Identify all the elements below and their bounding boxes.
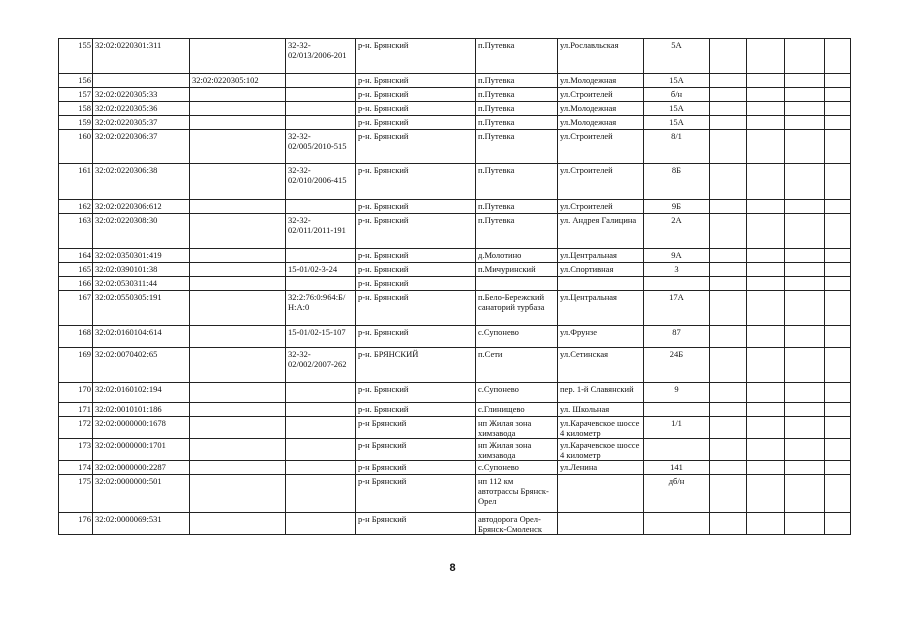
cell-empty (785, 461, 825, 475)
cell-locality: с.Супонево (476, 326, 558, 348)
table-row (59, 102, 851, 116)
cell-empty (710, 200, 747, 214)
cell-cadastral-number: 32:02:0390101:38 (93, 263, 190, 277)
cell-locality: нп 112 км автотрассы Брянск-Орел (476, 475, 558, 513)
cell-row-number: 173 (59, 439, 93, 461)
cell-empty (747, 513, 785, 535)
cell-cadastral-number: 32:02:0000000:2287 (93, 461, 190, 475)
cell-district: р-н. Брянский (356, 403, 476, 417)
cell-cadastral-number-2 (190, 102, 286, 116)
cell-empty (785, 291, 825, 326)
cell-registration-number (286, 200, 356, 214)
cell-registration-number (286, 88, 356, 102)
cell-empty (785, 116, 825, 130)
cell-registration-number: 32-32-02/010/2006-415 (286, 164, 356, 200)
cell-row-number: 159 (59, 116, 93, 130)
cell-empty (785, 88, 825, 102)
cell-district: р-н Брянский (356, 417, 476, 439)
cell-row-number: 171 (59, 403, 93, 417)
cell-cadastral-number-2 (190, 326, 286, 348)
cell-cadastral-number-2 (190, 417, 286, 439)
cell-row-number: 176 (59, 513, 93, 535)
table-row (59, 439, 851, 461)
cell-cadastral-number: 32:02:0220305:33 (93, 88, 190, 102)
cell-cadastral-number: 32:02:0000000:1701 (93, 439, 190, 461)
cell-district: р-н. Брянский (356, 214, 476, 249)
cell-street (558, 475, 644, 513)
cell-cadastral-number: 32:02:0160102:194 (93, 383, 190, 403)
cell-empty (825, 39, 851, 74)
cell-empty (747, 326, 785, 348)
cell-street (558, 277, 644, 291)
cell-empty (710, 475, 747, 513)
table-row (59, 461, 851, 475)
cell-empty (747, 383, 785, 403)
cell-empty (747, 116, 785, 130)
cell-cadastral-number: 32:02:0220306:612 (93, 200, 190, 214)
cell-empty (710, 249, 747, 263)
cell-street: ул. Андрея Галицина (558, 214, 644, 249)
cell-empty (747, 461, 785, 475)
cell-empty (785, 164, 825, 200)
cell-cadastral-number-2 (190, 383, 286, 403)
cell-row-number: 164 (59, 249, 93, 263)
cell-empty (785, 383, 825, 403)
cell-empty (825, 200, 851, 214)
cell-empty (747, 39, 785, 74)
cell-cadastral-number-2 (190, 130, 286, 164)
table-row (59, 74, 851, 88)
cell-district: р-н. Брянский (356, 164, 476, 200)
cell-street: ул.Молодежная (558, 102, 644, 116)
cell-empty (825, 74, 851, 88)
cell-registration-number (286, 513, 356, 535)
cell-empty (825, 249, 851, 263)
cell-empty (825, 513, 851, 535)
cell-empty (710, 130, 747, 164)
page-number: 8 (449, 562, 456, 574)
cell-registration-number: 32:2:76:0:964:Б/Н:А:0 (286, 291, 356, 326)
cell-empty (710, 439, 747, 461)
cell-house-number: 15А (644, 74, 710, 88)
cell-house-number: дб/н (644, 475, 710, 513)
cell-street (558, 513, 644, 535)
cell-locality: п.Путевка (476, 39, 558, 74)
cell-empty (710, 383, 747, 403)
cell-empty (747, 164, 785, 200)
cell-street: ул. Школьная (558, 403, 644, 417)
table-row (59, 116, 851, 130)
cell-cadastral-number-2 (190, 461, 286, 475)
cell-cadastral-number-2 (190, 249, 286, 263)
cell-empty (747, 130, 785, 164)
cell-cadastral-number-2 (190, 88, 286, 102)
cell-empty (785, 513, 825, 535)
cell-cadastral-number-2 (190, 513, 286, 535)
cell-cadastral-number: 32:02:0220301:311 (93, 39, 190, 74)
document-page (58, 38, 850, 535)
cell-district: р-н. Брянский (356, 39, 476, 74)
cell-district: р-н Брянский (356, 475, 476, 513)
cell-empty (710, 417, 747, 439)
cell-row-number: 156 (59, 74, 93, 88)
cell-district: р-н. БРЯНСКИЙ (356, 348, 476, 383)
cell-street: ул.Сетинская (558, 348, 644, 383)
cell-empty (747, 475, 785, 513)
cell-row-number: 175 (59, 475, 93, 513)
cell-street: ул.Молодежная (558, 74, 644, 88)
cell-district: р-н. Брянский (356, 74, 476, 88)
cell-empty (785, 417, 825, 439)
cell-registration-number (286, 383, 356, 403)
cell-empty (710, 214, 747, 249)
cell-cadastral-number-2 (190, 214, 286, 249)
cell-empty (785, 200, 825, 214)
table-row (59, 249, 851, 263)
cell-district: р-н Брянский (356, 461, 476, 475)
cell-house-number: 9 (644, 383, 710, 403)
cell-cadastral-number-2: 32:02:0220305:102 (190, 74, 286, 88)
cell-empty (825, 403, 851, 417)
cell-house-number: 15А (644, 102, 710, 116)
cell-locality: с.Супонево (476, 461, 558, 475)
cell-district: р-н Брянский (356, 439, 476, 461)
cell-street: ул.Молодежная (558, 116, 644, 130)
cell-cadastral-number: 32:02:0350301:419 (93, 249, 190, 263)
cell-empty (825, 214, 851, 249)
cell-house-number: 8/1 (644, 130, 710, 164)
cell-house-number: б/н (644, 88, 710, 102)
cell-cadastral-number: 32:02:0530311:44 (93, 277, 190, 291)
cell-house-number: 9Б (644, 200, 710, 214)
cell-empty (825, 475, 851, 513)
cell-empty (785, 439, 825, 461)
cell-locality: нп Жилая зона химзавода (476, 417, 558, 439)
cell-empty (710, 88, 747, 102)
cell-street: ул.Строителей (558, 164, 644, 200)
cell-empty (747, 200, 785, 214)
cell-empty (785, 39, 825, 74)
cell-registration-number (286, 102, 356, 116)
cell-row-number: 168 (59, 326, 93, 348)
table-row (59, 383, 851, 403)
cell-locality: нп Жилая зона химзавода (476, 439, 558, 461)
cell-empty (710, 277, 747, 291)
cell-empty (825, 263, 851, 277)
cell-registration-number (286, 277, 356, 291)
cell-street: ул.Ленина (558, 461, 644, 475)
cell-empty (785, 277, 825, 291)
table-row (59, 263, 851, 277)
cell-street: ул.Карачевское шоссе 4 километр (558, 439, 644, 461)
cell-district: р-н. Брянский (356, 249, 476, 263)
cell-house-number: 2А (644, 214, 710, 249)
cell-locality: с.Глинищево (476, 403, 558, 417)
cell-registration-number (286, 116, 356, 130)
cell-empty (825, 383, 851, 403)
cell-row-number: 174 (59, 461, 93, 475)
cell-empty (747, 417, 785, 439)
cell-locality: п.Путевка (476, 102, 558, 116)
cell-house-number: 24Б (644, 348, 710, 383)
cell-empty (710, 164, 747, 200)
cell-cadastral-number (93, 74, 190, 88)
table-row (59, 214, 851, 249)
cell-empty (710, 116, 747, 130)
cell-empty (825, 326, 851, 348)
cell-house-number (644, 513, 710, 535)
cell-row-number: 172 (59, 417, 93, 439)
cell-empty (747, 439, 785, 461)
cell-empty (785, 403, 825, 417)
cell-cadastral-number-2 (190, 263, 286, 277)
cell-street: ул.Строителей (558, 130, 644, 164)
cell-empty (747, 263, 785, 277)
cell-row-number: 158 (59, 102, 93, 116)
cell-locality: п.Путевка (476, 74, 558, 88)
cell-locality: п.Путевка (476, 130, 558, 164)
cell-row-number: 160 (59, 130, 93, 164)
cell-house-number: 8Б (644, 164, 710, 200)
cell-house-number (644, 277, 710, 291)
cell-empty (710, 263, 747, 277)
cell-empty (710, 291, 747, 326)
table-row (59, 403, 851, 417)
cell-locality: с.Супонево (476, 383, 558, 403)
cell-empty (785, 214, 825, 249)
cell-house-number (644, 403, 710, 417)
cell-row-number: 161 (59, 164, 93, 200)
table-row (59, 326, 851, 348)
cell-cadastral-number: 32:02:0220308:30 (93, 214, 190, 249)
cell-registration-number (286, 403, 356, 417)
cell-empty (825, 461, 851, 475)
cell-house-number: 3 (644, 263, 710, 277)
cell-empty (785, 326, 825, 348)
cell-registration-number: 32-32-02/011/2011-191 (286, 214, 356, 249)
cell-empty (785, 348, 825, 383)
cell-cadastral-number: 32:02:0070402:65 (93, 348, 190, 383)
cell-house-number: 17А (644, 291, 710, 326)
cell-street: ул.Спортивная (558, 263, 644, 277)
cell-cadastral-number-2 (190, 164, 286, 200)
table-row (59, 39, 851, 74)
cell-empty (710, 74, 747, 88)
cell-row-number: 170 (59, 383, 93, 403)
cell-cadastral-number: 32:02:0000069:531 (93, 513, 190, 535)
cell-cadastral-number: 32:02:0160104:614 (93, 326, 190, 348)
cell-empty (785, 74, 825, 88)
cell-district: р-н. Брянский (356, 326, 476, 348)
cell-empty (785, 102, 825, 116)
cell-cadastral-number: 32:02:0220305:37 (93, 116, 190, 130)
cell-cadastral-number-2 (190, 291, 286, 326)
cell-locality: п.Путевка (476, 88, 558, 102)
cell-cadastral-number: 32:02:0220306:37 (93, 130, 190, 164)
cell-cadastral-number: 32:02:0220305:36 (93, 102, 190, 116)
cell-row-number: 155 (59, 39, 93, 74)
cell-cadastral-number: 32:02:0550305:191 (93, 291, 190, 326)
cell-street: ул.Рославльская (558, 39, 644, 74)
cell-empty (747, 291, 785, 326)
cell-empty (825, 116, 851, 130)
cell-cadastral-number: 32:02:0220306:38 (93, 164, 190, 200)
cell-cadastral-number-2 (190, 475, 286, 513)
cell-empty (747, 88, 785, 102)
cell-cadastral-number-2 (190, 277, 286, 291)
cell-house-number: 9А (644, 249, 710, 263)
cell-registration-number: 32-32-02/013/2006-201 (286, 39, 356, 74)
cell-street: ул.Фрунзе (558, 326, 644, 348)
cell-empty (747, 403, 785, 417)
cell-district: р-н. Брянский (356, 263, 476, 277)
cell-cadastral-number: 32:02:0010101:186 (93, 403, 190, 417)
cell-house-number (644, 439, 710, 461)
cell-empty (785, 249, 825, 263)
cell-district: р-н. Брянский (356, 130, 476, 164)
table-row (59, 417, 851, 439)
cell-street: ул.Центральная (558, 291, 644, 326)
cell-cadastral-number-2 (190, 348, 286, 383)
cell-locality: п.Путевка (476, 214, 558, 249)
cell-street: ул.Карачевское шоссе 4 километр (558, 417, 644, 439)
cell-locality: д.Молотино (476, 249, 558, 263)
cell-row-number: 166 (59, 277, 93, 291)
cell-empty (825, 291, 851, 326)
cell-cadastral-number: 32:02:0000000:501 (93, 475, 190, 513)
cell-street: пер. 1-й Славянский (558, 383, 644, 403)
cell-district: р-н. Брянский (356, 291, 476, 326)
cell-locality: п.Путевка (476, 164, 558, 200)
cell-empty (825, 277, 851, 291)
cell-empty (747, 277, 785, 291)
cell-registration-number (286, 74, 356, 88)
table-row (59, 164, 851, 200)
cell-row-number: 163 (59, 214, 93, 249)
cell-street: ул.Строителей (558, 88, 644, 102)
cell-empty (710, 403, 747, 417)
cell-cadastral-number: 32:02:0000000:1678 (93, 417, 190, 439)
cell-empty (785, 263, 825, 277)
cell-district: р-н. Брянский (356, 116, 476, 130)
cell-registration-number: 15-01/02-3-24 (286, 263, 356, 277)
cell-registration-number (286, 475, 356, 513)
cell-house-number: 1/1 (644, 417, 710, 439)
table-row (59, 88, 851, 102)
table-body (59, 39, 851, 535)
cell-empty (825, 417, 851, 439)
cell-locality: автодорога Орел-Брянск-Смоленск (476, 513, 558, 535)
cell-locality (476, 277, 558, 291)
cell-house-number: 141 (644, 461, 710, 475)
table-row (59, 277, 851, 291)
cell-house-number: 5А (644, 39, 710, 74)
cell-empty (825, 130, 851, 164)
cell-row-number: 157 (59, 88, 93, 102)
cell-empty (710, 513, 747, 535)
cell-district: р-н. Брянский (356, 383, 476, 403)
cell-locality: п.Сети (476, 348, 558, 383)
cell-registration-number (286, 249, 356, 263)
cell-locality: п.Путевка (476, 116, 558, 130)
cell-empty (825, 102, 851, 116)
cell-row-number: 162 (59, 200, 93, 214)
cell-empty (710, 102, 747, 116)
cell-registration-number (286, 439, 356, 461)
cell-row-number: 167 (59, 291, 93, 326)
cell-registration-number: 32-32-02/005/2010-515 (286, 130, 356, 164)
cell-registration-number (286, 417, 356, 439)
cell-empty (825, 88, 851, 102)
table-row (59, 130, 851, 164)
cell-registration-number: 15-01/02-15-107 (286, 326, 356, 348)
cell-empty (747, 348, 785, 383)
cell-cadastral-number-2 (190, 116, 286, 130)
cell-empty (785, 475, 825, 513)
property-table (58, 38, 851, 535)
cell-row-number: 169 (59, 348, 93, 383)
cell-locality: п.Путевка (476, 200, 558, 214)
table-row (59, 513, 851, 535)
cell-empty (710, 461, 747, 475)
cell-cadastral-number-2 (190, 39, 286, 74)
table-row (59, 348, 851, 383)
cell-row-number: 165 (59, 263, 93, 277)
cell-district: р-н. Брянский (356, 200, 476, 214)
cell-empty (825, 348, 851, 383)
cell-district: р-н. Брянский (356, 88, 476, 102)
cell-cadastral-number-2 (190, 439, 286, 461)
cell-empty (825, 164, 851, 200)
cell-district: р-н. Брянский (356, 102, 476, 116)
cell-empty (825, 439, 851, 461)
cell-empty (747, 102, 785, 116)
cell-empty (747, 249, 785, 263)
cell-house-number: 87 (644, 326, 710, 348)
cell-locality: п.Мичуринский (476, 263, 558, 277)
cell-house-number: 15А (644, 116, 710, 130)
cell-street: ул.Центральная (558, 249, 644, 263)
cell-empty (747, 74, 785, 88)
cell-locality: п.Бело-Бережский санаторий турбаза (476, 291, 558, 326)
cell-empty (710, 348, 747, 383)
cell-district: р-н. Брянский (356, 277, 476, 291)
cell-registration-number (286, 461, 356, 475)
table-row (59, 475, 851, 513)
cell-empty (747, 214, 785, 249)
cell-registration-number: 32-32-02/002/2007-262 (286, 348, 356, 383)
cell-empty (710, 39, 747, 74)
cell-district: р-н Брянский (356, 513, 476, 535)
cell-cadastral-number-2 (190, 403, 286, 417)
cell-empty (710, 326, 747, 348)
cell-empty (785, 130, 825, 164)
table-row (59, 200, 851, 214)
cell-cadastral-number-2 (190, 200, 286, 214)
cell-street: ул.Строителей (558, 200, 644, 214)
table-row (59, 291, 851, 326)
